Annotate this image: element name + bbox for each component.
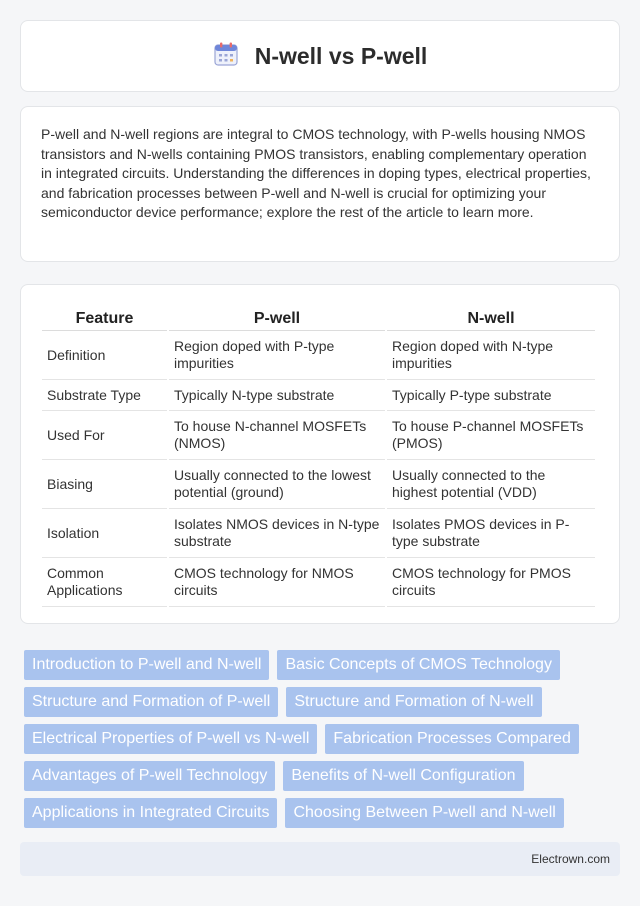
cell-n-well: Region doped with N-type impurities: [387, 331, 595, 380]
cell-p-well: CMOS technology for NMOS circuits: [169, 558, 385, 607]
title-card: [20, 20, 620, 92]
related-links: [24, 650, 604, 835]
cell-feature: Isolation: [42, 509, 167, 558]
link-choosing[interactable]: Choosing Between P-well and N-well: [285, 798, 563, 828]
table-row: [42, 558, 595, 607]
link-fabrication-processes[interactable]: Fabrication Processes Compared: [325, 724, 578, 754]
footer-brand: Electrown.com: [531, 852, 610, 866]
header-n-well: N-well: [387, 305, 595, 331]
intro-card: [20, 106, 620, 262]
cell-feature: Biasing: [42, 460, 167, 509]
cell-p-well: Typically N-type substrate: [169, 380, 385, 411]
table-row: [42, 460, 595, 509]
table-row: [42, 509, 595, 558]
link-benefits-n-well[interactable]: Benefits of N-well Configuration: [283, 761, 523, 791]
cell-n-well: CMOS technology for PMOS circuits: [387, 558, 595, 607]
link-row: [24, 761, 604, 791]
link-row: [24, 687, 604, 717]
intro-paragraph: P-well and N-well regions are integral to CMOS technology, with P-wells housing NMOS transistors and N-wells containing PMOS transistors, enabling complementary operation in integrated circuits. Understanding the differences in doping types, electrical properties, and fabrication processes between P-well and N-well is crucial for optimizing your semiconductor device performance; explore the rest of the article to learn more.: [41, 126, 591, 220]
link-introduction[interactable]: Introduction to P-well and N-well: [24, 650, 269, 680]
link-row: [24, 798, 604, 828]
cell-feature: Definition: [42, 331, 167, 380]
table-row: [42, 331, 595, 380]
link-structure-n-well[interactable]: Structure and Formation of N-well: [286, 687, 541, 717]
link-row: [24, 650, 604, 680]
title-wrap: [213, 41, 428, 72]
footer: [20, 842, 620, 876]
table-header-row: [42, 305, 595, 331]
cell-feature: Common Applications: [42, 558, 167, 607]
header-feature: Feature: [42, 305, 167, 331]
cell-n-well: Isolates PMOS devices in P-type substrate: [387, 509, 595, 558]
cell-feature: Substrate Type: [42, 380, 167, 411]
page-title: N-well vs P-well: [254, 42, 428, 69]
comparison-card: [20, 284, 620, 624]
cell-n-well: Typically P-type substrate: [387, 380, 595, 411]
calendar-icon: [213, 41, 239, 72]
cell-p-well: Isolates NMOS devices in N-type substrate: [169, 509, 385, 558]
comparison-table: [40, 305, 597, 607]
cell-n-well: To house P-channel MOSFETs (PMOS): [387, 411, 595, 460]
table-row: [42, 411, 595, 460]
cell-n-well: Usually connected to the highest potential (VDD): [387, 460, 595, 509]
link-basic-concepts[interactable]: Basic Concepts of CMOS Technology: [277, 650, 560, 680]
link-advantages-p-well[interactable]: Advantages of P-well Technology: [24, 761, 275, 791]
link-row: [24, 724, 604, 754]
cell-p-well: Region doped with P-type impurities: [169, 331, 385, 380]
cell-feature: Used For: [42, 411, 167, 460]
cell-p-well: Usually connected to the lowest potential (ground): [169, 460, 385, 509]
link-structure-p-well[interactable]: Structure and Formation of P-well: [24, 687, 278, 717]
header-p-well: P-well: [169, 305, 385, 331]
link-electrical-properties[interactable]: Electrical Properties of P-well vs N-well: [24, 724, 317, 754]
link-applications[interactable]: Applications in Integrated Circuits: [24, 798, 277, 828]
table-row: [42, 380, 595, 411]
cell-p-well: To house N-channel MOSFETs (NMOS): [169, 411, 385, 460]
